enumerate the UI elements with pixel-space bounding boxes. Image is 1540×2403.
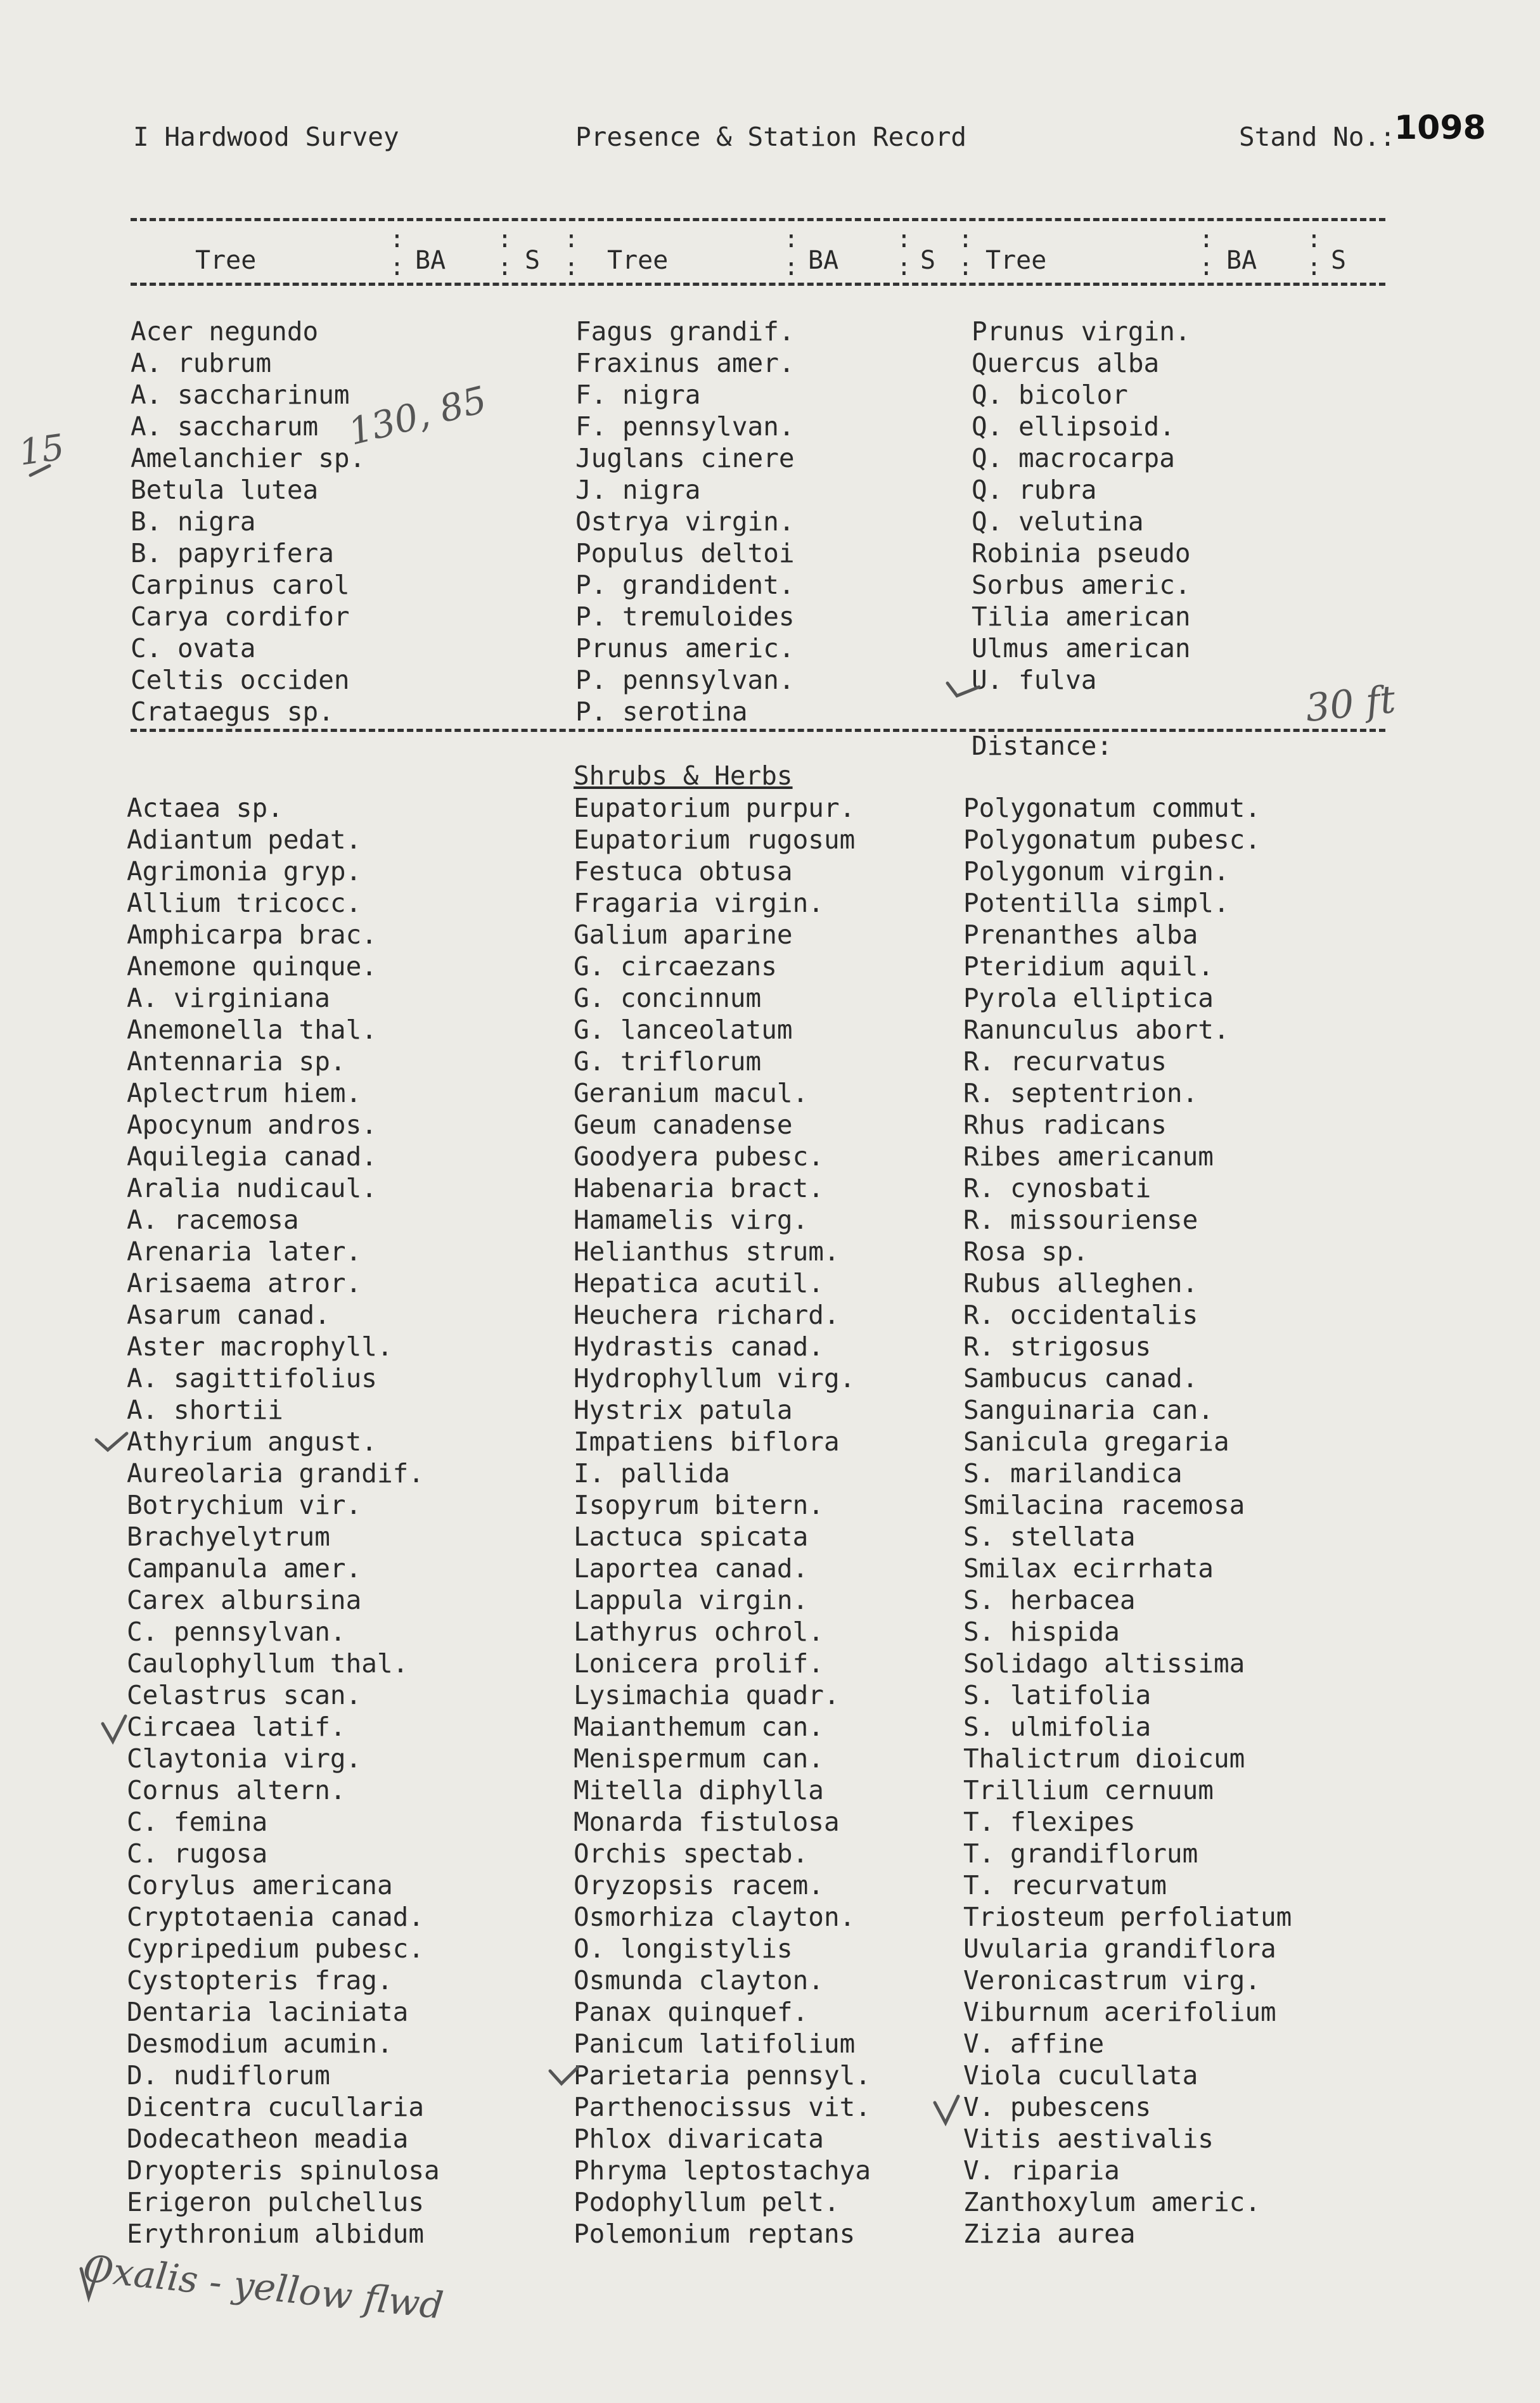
tree-species-row: B. papyrifera bbox=[131, 538, 334, 568]
tree-species-row: Robinia pseudo bbox=[972, 538, 1191, 568]
separator-colon: : : bbox=[784, 225, 799, 281]
herb-species-row: Heuchera richard. bbox=[574, 1300, 840, 1330]
herb-species-row: Ribes americanum bbox=[963, 1141, 1214, 1172]
tree-species-row: Betula lutea bbox=[131, 475, 319, 505]
herb-species-row: Galium aparine bbox=[574, 920, 793, 950]
herb-species-row: Smilacina racemosa bbox=[963, 1490, 1245, 1520]
handwritten-footer-note: Oxalis - yellow flwd bbox=[81, 2246, 446, 2328]
herb-species-row: Podophyllum pelt. bbox=[574, 2187, 840, 2217]
herb-species-row: Laportea canad. bbox=[574, 1553, 809, 1584]
herb-species-row: C. rugosa bbox=[127, 1838, 268, 1869]
herb-species-row: S. stellata bbox=[963, 1522, 1136, 1552]
herb-species-row: Erythronium albidum bbox=[127, 2219, 424, 2249]
herb-species-row: Brachyelytrum bbox=[127, 1522, 330, 1552]
tree-species-row: A. saccharum bbox=[131, 411, 319, 442]
herb-species-row: Vitis aestivalis bbox=[963, 2124, 1214, 2154]
herb-species-row: T. recurvatum bbox=[963, 1870, 1167, 1900]
check-mark-icon bbox=[103, 1716, 125, 1741]
tree-species-row: Fraxinus amer. bbox=[575, 348, 795, 378]
herb-species-row: Claytonia virg. bbox=[127, 1743, 362, 1774]
stand-label: Stand No.: bbox=[1239, 122, 1396, 152]
herb-species-row: Goodyera pubesc. bbox=[574, 1141, 824, 1172]
herb-species-row: Adiantum pedat. bbox=[127, 824, 362, 855]
separator-colon: : : bbox=[958, 225, 973, 281]
ba-header-1: BA bbox=[415, 246, 446, 275]
check-mark-icon bbox=[935, 2096, 958, 2123]
herb-species-row: A. sagittifolius bbox=[127, 1363, 377, 1394]
handwritten-margin-number: 15 bbox=[16, 426, 67, 474]
herb-species-row: R. missouriense bbox=[963, 1205, 1198, 1235]
shrubs-herbs-title: Shrubs & Herbs bbox=[574, 760, 793, 791]
herb-species-row: Solidago altissima bbox=[963, 1648, 1245, 1679]
herb-species-row: A. virginiana bbox=[127, 983, 330, 1013]
herb-species-row: Sanicula gregaria bbox=[963, 1426, 1229, 1457]
herb-species-row: Lonicera prolif. bbox=[574, 1648, 824, 1679]
handwritten-distance: 30 ft bbox=[1303, 677, 1398, 731]
ba-header-2: BA bbox=[808, 246, 839, 275]
herb-species-row: Maianthemum can. bbox=[574, 1712, 824, 1742]
herb-species-row: S. marilandica bbox=[963, 1458, 1183, 1489]
herb-species-row: Prenanthes alba bbox=[963, 920, 1198, 950]
separator-colon: : : bbox=[897, 225, 911, 281]
herb-species-row: Eupatorium rugosum bbox=[574, 824, 856, 855]
herb-species-row: Rhus radicans bbox=[963, 1110, 1167, 1140]
herb-species-row: Aplectrum hiem. bbox=[127, 1078, 362, 1108]
herb-species-row: G. concinnum bbox=[574, 983, 762, 1013]
herb-species-row: Panax quinquef. bbox=[574, 1997, 809, 2027]
herb-species-row: Hystrix patula bbox=[574, 1395, 793, 1425]
herb-species-row: Aquilegia canad. bbox=[127, 1141, 377, 1172]
s-header-3: S bbox=[1331, 246, 1347, 275]
herb-species-row: Orchis spectab. bbox=[574, 1838, 809, 1869]
herb-species-row: Dryopteris spinulosa bbox=[127, 2155, 440, 2186]
herb-species-row: Caulophyllum thal. bbox=[127, 1648, 409, 1679]
s-header-2: S bbox=[920, 246, 936, 275]
herb-species-row: D. nudiflorum bbox=[127, 2060, 330, 2091]
tree-species-row: Sorbus americ. bbox=[972, 570, 1191, 600]
herb-species-row: Aureolaria grandif. bbox=[127, 1458, 424, 1489]
herb-species-row: T. flexipes bbox=[963, 1807, 1136, 1837]
herb-species-row: Smilax ecirrhata bbox=[963, 1553, 1214, 1584]
herb-species-row: Campanula amer. bbox=[127, 1553, 362, 1584]
tree-species-row: F. nigra bbox=[575, 380, 701, 410]
tree-species-row: Tilia american bbox=[972, 601, 1191, 632]
herb-species-row: Phlox divaricata bbox=[574, 2124, 824, 2154]
herb-species-row: Aralia nudicaul. bbox=[127, 1173, 377, 1203]
herb-species-row: Arisaema atror. bbox=[127, 1268, 362, 1298]
herb-species-row: Circaea latif. bbox=[127, 1712, 346, 1742]
check-mark-icon bbox=[550, 2067, 578, 2084]
herb-species-row: Dicentra cucullaria bbox=[127, 2092, 424, 2122]
herb-species-row: R. recurvatus bbox=[963, 1046, 1167, 1077]
herb-species-row: Parietaria pennsyl. bbox=[574, 2060, 871, 2091]
herb-species-row: Fragaria virgin. bbox=[574, 888, 824, 918]
herb-species-row: Sanguinaria can. bbox=[963, 1395, 1214, 1425]
distance-label: Distance: bbox=[972, 731, 1113, 761]
herb-species-row: Carex albursina bbox=[127, 1585, 362, 1615]
herb-species-row: Celastrus scan. bbox=[127, 1680, 362, 1710]
tree-species-row: Q. bicolor bbox=[972, 380, 1128, 410]
herb-species-row: Athyrium angust. bbox=[127, 1426, 377, 1457]
herb-species-row: S. herbacea bbox=[963, 1585, 1136, 1615]
tree-species-row: Juglans cinere bbox=[575, 443, 795, 473]
herb-species-row: R. occidentalis bbox=[963, 1300, 1198, 1330]
herb-species-row: Habenaria bract. bbox=[574, 1173, 824, 1203]
herb-species-row: Rubus alleghen. bbox=[963, 1268, 1198, 1298]
herb-species-row: Cystopteris frag. bbox=[127, 1965, 393, 1996]
herb-species-row: Isopyrum bitern. bbox=[574, 1490, 824, 1520]
herb-species-row: Hepatica acutil. bbox=[574, 1268, 824, 1298]
herb-species-row: Oryzopsis racem. bbox=[574, 1870, 824, 1900]
herb-species-row: Potentilla simpl. bbox=[963, 888, 1229, 918]
tree-species-row: U. fulva bbox=[972, 665, 1097, 695]
herb-species-row: Viburnum acerifolium bbox=[963, 1997, 1276, 2027]
tree-species-row: Fagus grandif. bbox=[575, 316, 795, 347]
herb-species-row: G. circaezans bbox=[574, 951, 777, 982]
herb-species-row: Trillium cernuum bbox=[963, 1775, 1214, 1805]
herb-species-row: Pyrola elliptica bbox=[963, 983, 1214, 1013]
tree-header-1: Tree bbox=[195, 246, 257, 275]
check-mark-icon bbox=[81, 2259, 101, 2297]
herb-species-row: Erigeron pulchellus bbox=[127, 2187, 424, 2217]
herb-species-row: Rosa sp. bbox=[963, 1236, 1089, 1267]
herb-species-row: V. pubescens bbox=[963, 2092, 1152, 2122]
herb-species-row: Festuca obtusa bbox=[574, 856, 793, 887]
tree-species-row: P. serotina bbox=[575, 696, 748, 727]
herb-species-row: Actaea sp. bbox=[127, 793, 283, 823]
herb-species-row: Helianthus strum. bbox=[574, 1236, 840, 1267]
handwritten-ba-values: 130, 85 bbox=[344, 378, 491, 454]
herb-species-row: Viola cucullata bbox=[963, 2060, 1198, 2091]
herb-species-row: Polemonium reptans bbox=[574, 2219, 856, 2249]
herb-species-row: G. triflorum bbox=[574, 1046, 762, 1077]
herb-species-row: R. cynosbati bbox=[963, 1173, 1152, 1203]
tree-species-row: Ulmus american bbox=[972, 633, 1191, 663]
tree-species-row: P. pennsylvan. bbox=[575, 665, 795, 695]
tree-species-row: Q. velutina bbox=[972, 506, 1144, 537]
tree-species-row: Q. macrocarpa bbox=[972, 443, 1175, 473]
herb-species-row: Ranunculus abort. bbox=[963, 1015, 1229, 1045]
herb-species-row: Lappula virgin. bbox=[574, 1585, 809, 1615]
herb-species-row: Triosteum perfoliatum bbox=[963, 1902, 1292, 1932]
separator-colon: : : bbox=[390, 225, 404, 281]
herb-species-row: Apocynum andros. bbox=[127, 1110, 377, 1140]
tree-species-row: Celtis occiden bbox=[131, 665, 350, 695]
herb-species-row: Geranium macul. bbox=[574, 1078, 809, 1108]
tree-header-2: Tree bbox=[607, 246, 669, 275]
herb-species-row: Aster macrophyll. bbox=[127, 1331, 393, 1362]
tree-header-3: Tree bbox=[985, 246, 1047, 275]
herb-species-row: Anemonella thal. bbox=[127, 1015, 377, 1045]
herb-species-row: Dentaria laciniata bbox=[127, 1997, 409, 2027]
separator-colon: : : bbox=[1307, 225, 1321, 281]
herb-species-row: Botrychium vir. bbox=[127, 1490, 362, 1520]
tree-species-row: Q. ellipsoid. bbox=[972, 411, 1175, 442]
herb-species-row: Veronicastrum virg. bbox=[963, 1965, 1261, 1996]
herb-species-row: Zanthoxylum americ. bbox=[963, 2187, 1261, 2217]
herb-species-row: Parthenocissus vit. bbox=[574, 2092, 871, 2122]
herb-species-row: Polygonum virgin. bbox=[963, 856, 1229, 887]
herb-species-row: Phryma leptostachya bbox=[574, 2155, 871, 2186]
herb-species-row: Uvularia grandiflora bbox=[963, 1933, 1276, 1964]
herb-species-row: Anemone quinque. bbox=[127, 951, 377, 982]
tree-species-row: Amelanchier sp. bbox=[131, 443, 366, 473]
herb-species-row: Osmorhiza clayton. bbox=[574, 1902, 856, 1932]
herb-species-row: Cornus altern. bbox=[127, 1775, 346, 1805]
tree-species-row: Prunus virgin. bbox=[972, 316, 1191, 347]
herb-species-row: Mitella diphylla bbox=[574, 1775, 824, 1805]
s-header-1: S bbox=[525, 246, 541, 275]
tree-species-row: B. nigra bbox=[131, 506, 256, 537]
herb-species-row: Hydrastis canad. bbox=[574, 1331, 824, 1362]
separator-colon: : : bbox=[497, 225, 512, 281]
herb-species-row: Eupatorium purpur. bbox=[574, 793, 856, 823]
tree-species-row: A. rubrum bbox=[131, 348, 272, 378]
tree-species-row: Quercus alba bbox=[972, 348, 1160, 378]
tree-species-row: Ostrya virgin. bbox=[575, 506, 795, 537]
herb-species-row: A. racemosa bbox=[127, 1205, 299, 1235]
herb-species-row: Hamamelis virg. bbox=[574, 1205, 809, 1235]
herb-species-row: I. pallida bbox=[574, 1458, 730, 1489]
stand-number: 1098 bbox=[1394, 109, 1486, 147]
herb-species-row: C. femina bbox=[127, 1807, 268, 1837]
herb-species-row: Cryptotaenia canad. bbox=[127, 1902, 424, 1932]
tree-species-row: A. saccharinum bbox=[131, 380, 350, 410]
herb-species-row: Allium tricocc. bbox=[127, 888, 362, 918]
herb-species-row: Asarum canad. bbox=[127, 1300, 330, 1330]
separator-colon: : : bbox=[564, 225, 579, 281]
herb-species-row: Antennaria sp. bbox=[127, 1046, 346, 1077]
herb-species-row: Sambucus canad. bbox=[963, 1363, 1198, 1394]
tree-species-row: Q. rubra bbox=[972, 475, 1097, 505]
margin-dash-mark bbox=[30, 466, 49, 475]
herb-species-row: S. latifolia bbox=[963, 1680, 1152, 1710]
herb-species-row: Geum canadense bbox=[574, 1110, 793, 1140]
separator-colon: : : bbox=[1199, 225, 1214, 281]
herb-species-row: S. hispida bbox=[963, 1617, 1120, 1647]
herb-species-row: C. pennsylvan. bbox=[127, 1617, 346, 1647]
tree-species-row: J. nigra bbox=[575, 475, 701, 505]
tree-species-row: P. grandident. bbox=[575, 570, 795, 600]
tree-species-row: Populus deltoi bbox=[575, 538, 795, 568]
herb-species-row: Panicum latifolium bbox=[574, 2028, 856, 2059]
tree-species-row: Carpinus carol bbox=[131, 570, 350, 600]
herb-species-row: Lysimachia quadr. bbox=[574, 1680, 840, 1710]
herb-species-row: Lactuca spicata bbox=[574, 1522, 809, 1552]
herb-species-row: Osmunda clayton. bbox=[574, 1965, 824, 1996]
herb-species-row: Menispermum can. bbox=[574, 1743, 824, 1774]
herb-species-row: R. strigosus bbox=[963, 1331, 1152, 1362]
herb-species-row: Dodecatheon meadia bbox=[127, 2124, 409, 2154]
herb-species-row: Arenaria later. bbox=[127, 1236, 362, 1267]
tree-species-row: P. tremuloides bbox=[575, 601, 795, 632]
herb-species-row: Polygonatum pubesc. bbox=[963, 824, 1261, 855]
ba-header-3: BA bbox=[1226, 246, 1257, 275]
herb-species-row: Impatiens biflora bbox=[574, 1426, 840, 1457]
herb-species-row: Pteridium aquil. bbox=[963, 951, 1214, 982]
herb-species-row: Amphicarpa brac. bbox=[127, 920, 377, 950]
herb-species-row: V. riparia bbox=[963, 2155, 1120, 2186]
herb-species-row: Polygonatum commut. bbox=[963, 793, 1261, 823]
record-title: Presence & Station Record bbox=[575, 122, 967, 152]
herb-species-row: A. shortii bbox=[127, 1395, 283, 1425]
herb-species-row: Cypripedium pubesc. bbox=[127, 1933, 424, 1964]
herb-species-row: Hydrophyllum virg. bbox=[574, 1363, 856, 1394]
herb-species-row: Thalictrum dioicum bbox=[963, 1743, 1245, 1774]
tree-species-row: Carya cordifor bbox=[131, 601, 350, 632]
check-mark-icon bbox=[947, 683, 979, 696]
herb-species-row: Corylus americana bbox=[127, 1870, 393, 1900]
tree-species-row: C. ovata bbox=[131, 633, 256, 663]
herb-species-row: Zizia aurea bbox=[963, 2219, 1136, 2249]
herb-species-row: Monarda fistulosa bbox=[574, 1807, 840, 1837]
tree-species-row: F. pennsylvan. bbox=[575, 411, 795, 442]
tree-species-row: Acer negundo bbox=[131, 316, 319, 347]
herb-species-row: O. longistylis bbox=[574, 1933, 793, 1964]
herb-species-row: Desmodium acumin. bbox=[127, 2028, 393, 2059]
herb-species-row: T. grandiflorum bbox=[963, 1838, 1198, 1869]
herb-species-row: Agrimonia gryp. bbox=[127, 856, 362, 887]
tree-species-row: Prunus americ. bbox=[575, 633, 795, 663]
check-mark-icon bbox=[96, 1433, 127, 1450]
herb-species-row: S. ulmifolia bbox=[963, 1712, 1152, 1742]
herb-species-row: V. affine bbox=[963, 2028, 1105, 2059]
survey-title: I Hardwood Survey bbox=[133, 122, 399, 152]
herb-species-row: R. septentrion. bbox=[963, 1078, 1198, 1108]
herb-species-row: G. lanceolatum bbox=[574, 1015, 793, 1045]
herb-species-row: Lathyrus ochrol. bbox=[574, 1617, 824, 1647]
tree-species-row: Crataegus sp. bbox=[131, 696, 334, 727]
